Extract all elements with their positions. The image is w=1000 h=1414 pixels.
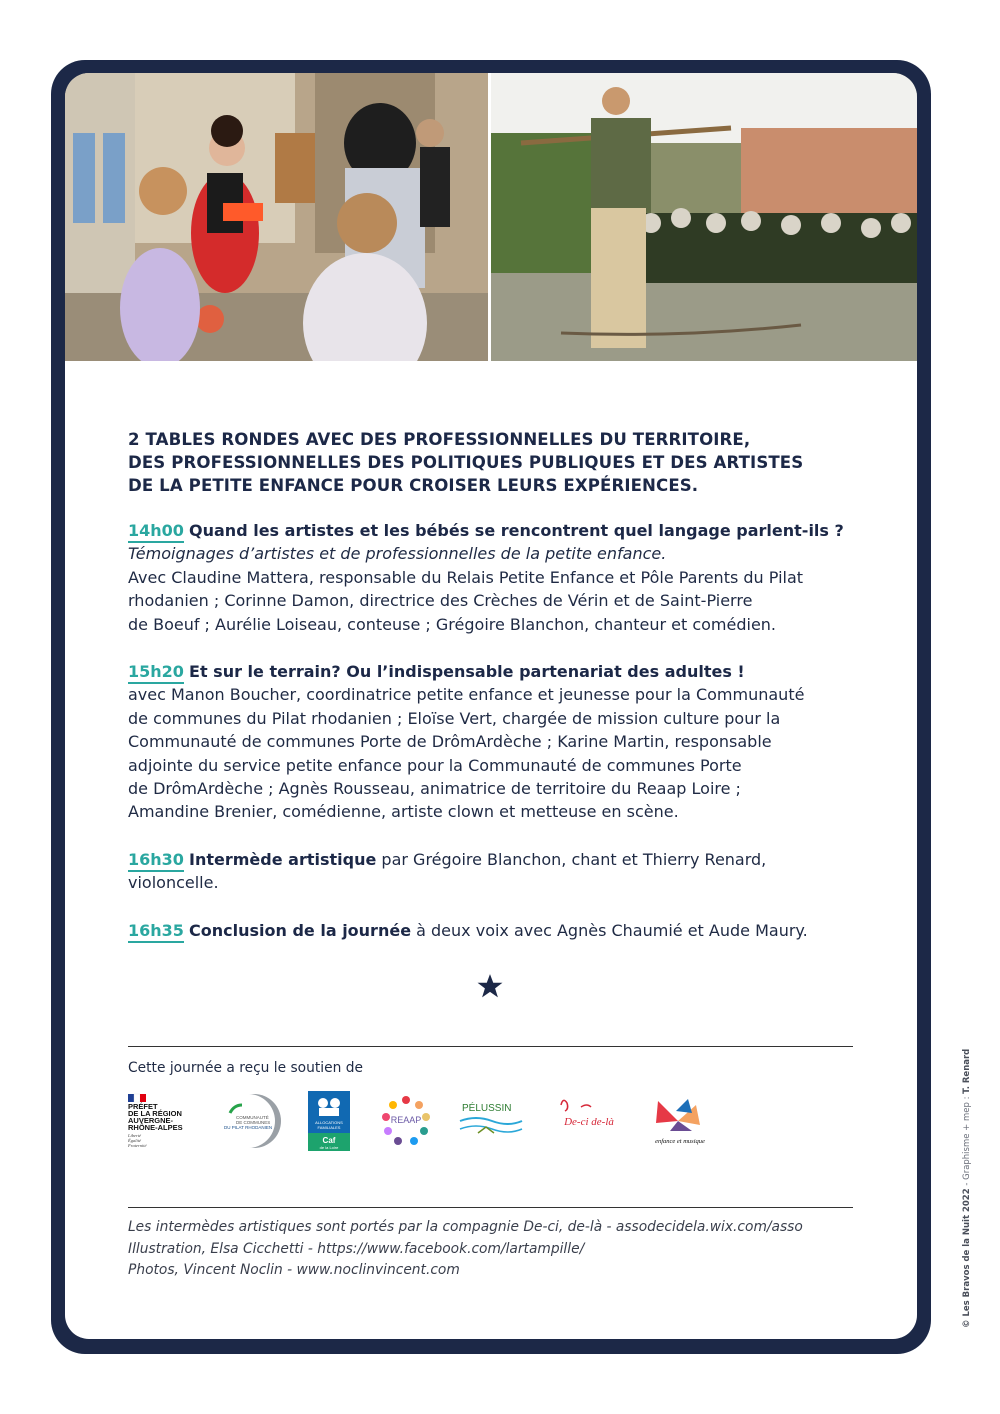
session-time: 14h00	[128, 521, 184, 543]
session-text: avec Manon Boucher, coordinatrice petite enfance et jeunesse pour la Communauté	[128, 685, 805, 705]
ccpr-logo	[216, 1091, 282, 1151]
reaap-text: REAAP	[390, 1115, 422, 1125]
copyright-text: © Les Bravos de la Nuit 2022	[962, 1188, 972, 1328]
pelussin-logo	[456, 1091, 526, 1151]
ccpr-text: DE COMMUNES	[236, 1120, 271, 1125]
session-time: 16h35	[128, 921, 184, 943]
credit-line: Photos, Vincent Noclin - www.noclinvincent.com	[128, 1262, 460, 1278]
ccpr-text: COMMUNAUTÉ	[236, 1115, 269, 1120]
session-1630	[128, 848, 868, 895]
caf-logo	[308, 1091, 350, 1151]
session-title: Conclusion de la journée	[189, 920, 412, 940]
caf-text: FAMILIALES	[317, 1125, 341, 1130]
intro-line: DE LA PETITE ENFANCE POUR CROISER LEURS EXPÉRIENCES.	[128, 476, 699, 495]
session-title: Quand les artistes et les bébés se rencontrent quel langage parlent-ils ?	[189, 521, 844, 540]
session-text: violoncelle.	[128, 873, 219, 893]
intro-line: 2 TABLES RONDES AVEC DES PROFESSIONNELLES DU TERRITOIRE,	[128, 430, 751, 449]
session-1520	[128, 660, 868, 824]
graphisme-text: - Graphisme + mep :	[962, 1093, 972, 1189]
divider	[128, 1046, 853, 1047]
caf-text: ALLOCATIONS	[315, 1120, 343, 1125]
author-text: T. Renard	[962, 1048, 972, 1094]
session-title: Intermède artistique	[189, 849, 377, 869]
photo-artist-stick	[491, 73, 917, 361]
enfance-musique-logo	[648, 1091, 718, 1151]
prefet-motto: Fraternité	[128, 1143, 147, 1148]
session-time: 16h30	[128, 850, 184, 872]
decidela-text: De-ci de-là	[564, 1116, 614, 1128]
session-subtitle: Témoignages d’artistes et de professionnelles de la petite enfance.	[128, 544, 667, 564]
session-1400	[128, 519, 868, 636]
session-text: à deux voix avec Agnès Chaumié et Aude Maury.	[411, 920, 808, 940]
session-text: Communauté de communes Porte de DrômArdèche ; Karine Martin, responsable	[128, 732, 772, 752]
sponsor-logos	[128, 1091, 858, 1155]
session-text: rhodanien ; Corinne Damon, directrice des Crèches de Vérin et de Saint-Pierre	[128, 591, 753, 611]
prefet-logo	[128, 1091, 203, 1151]
session-text: Amandine Brenier, comédienne, artiste clown et metteuse en scène.	[128, 802, 679, 822]
caf-text: Caf	[322, 1136, 336, 1145]
session-text: de communes du Pilat rhodanien ; Eloïse Vert, chargée de mission culture pour la	[128, 708, 781, 728]
session-text: adjointe du service petite enfance pour la Communauté de communes Porte	[128, 755, 742, 775]
prefet-text: DE LA RÉGION	[128, 1109, 182, 1118]
session-1635	[128, 919, 868, 942]
credits	[128, 1217, 803, 1282]
content-card	[65, 73, 917, 1339]
star-icon	[477, 973, 503, 999]
prefet-text: PRÉFET	[128, 1102, 158, 1111]
session-text: par Grégoire Blanchon, chant et Thierry Renard,	[376, 849, 767, 869]
session-text: Avec Claudine Mattera, responsable du Relais Petite Enfance et Pôle Parents du Pilat	[128, 567, 804, 587]
intro-line: DES PROFESSIONNELLES DES POLITIQUES PUBLIQUES ET DES ARTISTES	[128, 453, 804, 472]
caf-text: de la Loire	[319, 1145, 339, 1150]
photo-clown-children	[65, 73, 491, 361]
intro-heading	[128, 428, 868, 497]
decidela-logo	[553, 1091, 625, 1151]
support-label: Cette journée a reçu le soutien de	[128, 1060, 363, 1076]
session-text: de Boeuf ; Aurélie Loiseau, conteuse ; Grégoire Blanchon, chanteur et comédien.	[128, 614, 777, 634]
reaap-logo	[376, 1091, 436, 1151]
enfance-text: enfance et musique	[655, 1138, 705, 1145]
credit-line: Les intermèdes artistiques sont portés par la compagnie De-ci, de-là - assodecidela.wix.com/asso	[128, 1219, 803, 1235]
prefet-text: RHÔNE-ALPES	[128, 1123, 183, 1132]
divider	[128, 1207, 853, 1208]
credit-line: Illustration, Elsa Cicchetti - https://www.facebook.com/lartampille/	[128, 1240, 585, 1257]
prefet-motto: Liberté	[128, 1133, 141, 1138]
photo-strip	[65, 73, 917, 361]
session-time: 15h20	[128, 662, 184, 684]
session-text: de DrômArdèche ; Agnès Rousseau, animatrice de territoire du Reaap Loire ;	[128, 779, 741, 799]
ccpr-text: DU PILAT RHODANIEN	[224, 1125, 273, 1130]
prefet-text: AUVERGNE-	[128, 1116, 174, 1125]
session-title: Et sur le terrain? Ou l’indispensable partenariat des adultes !	[189, 662, 745, 682]
pelussin-text: PÉLUSSIN	[462, 1103, 512, 1114]
side-credit	[962, 1049, 972, 1328]
prefet-motto: Égalité	[128, 1138, 141, 1143]
program-content	[128, 428, 868, 942]
